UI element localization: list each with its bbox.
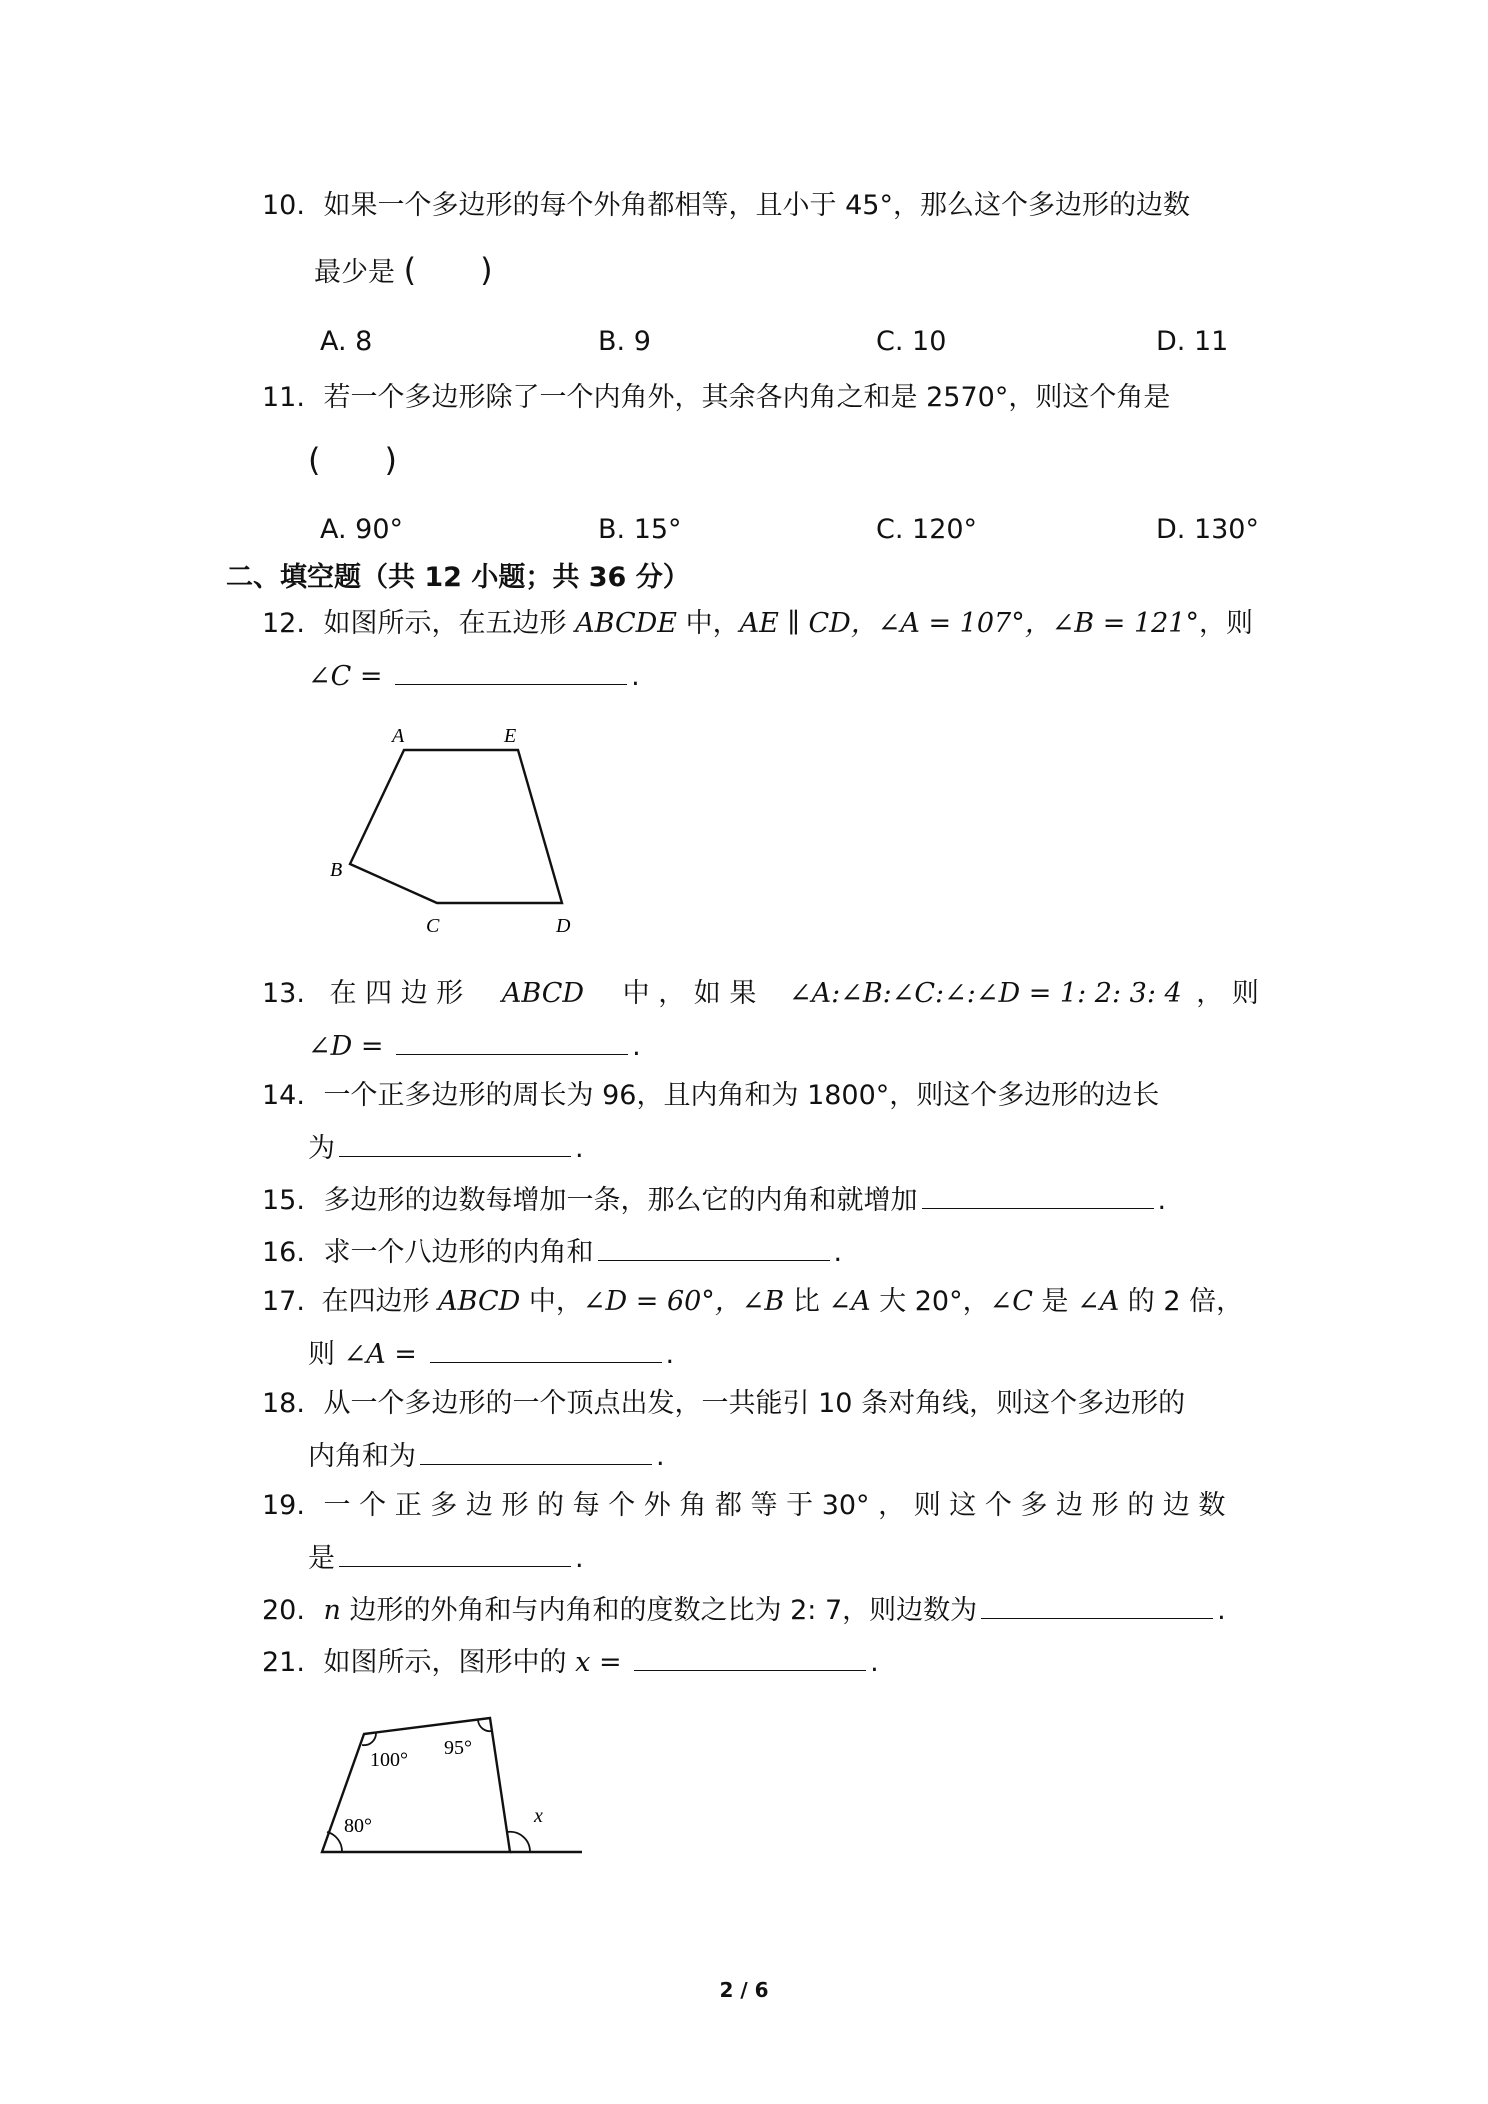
question-text: 边形的外角和与内角和的度数之比为 2: 7，则边数为 xyxy=(340,1595,978,1626)
pentagon-shape xyxy=(350,750,562,903)
question-text: 则 xyxy=(308,1339,344,1370)
answer-blank xyxy=(981,1590,1213,1619)
question-text: 比 xyxy=(784,1286,829,1317)
q13-line1 xyxy=(262,976,1259,1012)
option-a: A. 8 xyxy=(320,326,373,357)
question-number: 17. xyxy=(262,1286,305,1317)
question-number: 14. xyxy=(262,1080,305,1111)
question-text: 如图所示，在五边形 xyxy=(323,608,576,639)
vertex-label-a: A xyxy=(392,725,405,747)
question-number: 15. xyxy=(262,1185,305,1216)
question-text: 如图所示，图形中的 xyxy=(323,1647,576,1678)
answer-blank xyxy=(420,1436,652,1465)
answer-blank xyxy=(598,1232,830,1261)
section-heading: 二、填空题（共 12 小题；共 36 分） xyxy=(226,562,690,593)
question-number: 11. xyxy=(262,382,305,413)
question-text: 中， xyxy=(520,1286,583,1317)
question-number: 18. xyxy=(262,1388,305,1419)
math-expression: ABCDE xyxy=(575,608,677,639)
answer-blank xyxy=(339,1538,571,1567)
period: . xyxy=(665,1339,675,1370)
question-text: 一个正多边形的周长为 96，且内角和为 1800°，则这个多边形的边长 xyxy=(323,1080,1160,1111)
option-d: D. 11 xyxy=(1156,326,1229,357)
q19-line1 xyxy=(262,1488,1225,1524)
q14-line2 xyxy=(308,1128,584,1167)
question-number: 21. xyxy=(262,1647,305,1678)
math-expression: ∠C = xyxy=(308,661,383,692)
math-expression: ∠D = xyxy=(308,1031,384,1062)
q12-line2 xyxy=(308,656,640,695)
angle-label-x: x xyxy=(534,1805,543,1827)
question-text: 一 个 正 多 边 形 的 每 个 外 角 都 等 于 30° ， 则 这 个 多 边 形 的 边 数 xyxy=(323,1490,1226,1521)
period: . xyxy=(656,1441,665,1472)
q12-line1 xyxy=(262,606,1253,642)
q13-line2 xyxy=(308,1026,641,1065)
vertex-label-c: C xyxy=(426,915,440,937)
question-text: 从一个多边形的一个顶点出发，一共能引 10 条对角线，则这个多边形的 xyxy=(323,1388,1186,1419)
q18-line1 xyxy=(262,1386,1185,1422)
question-text: ，则 xyxy=(1198,608,1253,639)
answer-blank xyxy=(396,1026,628,1055)
q10-line2 xyxy=(314,252,493,291)
q21-line1 xyxy=(262,1642,879,1681)
q11-line2 xyxy=(308,442,397,481)
vertex-label-e: E xyxy=(504,725,517,747)
question-text: 中 ， 如 果 xyxy=(622,978,757,1009)
question-text: 若一个多边形除了一个内角外，其余各内角之和是 2570°，则这个角是 xyxy=(323,382,1171,413)
question-text: 中， xyxy=(677,608,740,639)
question-number: 12. xyxy=(262,608,305,639)
question-number: 19. xyxy=(262,1490,305,1521)
option-b: B. 15° xyxy=(598,514,682,545)
question-text: 求一个八边形的内角和 xyxy=(323,1237,594,1268)
answer-blank xyxy=(922,1180,1154,1209)
answer-blank xyxy=(634,1642,866,1671)
page-number: 2 / 6 xyxy=(719,1978,769,2002)
quadrilateral-figure xyxy=(316,1698,588,1864)
option-a: A. 90° xyxy=(320,514,404,545)
option-b: B. 9 xyxy=(598,326,651,357)
question-text: 多边形的边数每增加一条，那么它的内角和就增加 xyxy=(323,1185,918,1216)
q18-line2 xyxy=(308,1436,665,1475)
question-text: 在 四 边 形 xyxy=(329,978,464,1009)
question-number: 16. xyxy=(262,1237,305,1268)
question-text: 大 20°， xyxy=(870,1286,990,1317)
question-text: 在四边形 xyxy=(321,1286,439,1317)
question-number: 10. xyxy=(262,190,305,221)
math-expression: ∠C xyxy=(989,1286,1033,1317)
q17-line1 xyxy=(262,1284,1243,1320)
angle-label-100: 100° xyxy=(370,1749,408,1771)
question-text: 的 2 倍， xyxy=(1119,1286,1244,1317)
math-expression: ABCD xyxy=(438,1286,521,1317)
q16-line1 xyxy=(262,1232,842,1271)
period: . xyxy=(1217,1595,1226,1626)
vertex-label-b: B xyxy=(330,859,343,881)
answer-blank xyxy=(430,1334,662,1363)
question-text: 内角和为 xyxy=(308,1441,416,1472)
question-text: 如果一个多边形的每个外角都相等，且小于 45°，那么这个多边形的边数 xyxy=(323,190,1190,221)
question-text: 是 xyxy=(1032,1286,1078,1317)
angle-label-95: 95° xyxy=(444,1737,472,1759)
period: . xyxy=(632,1031,641,1062)
math-expression: ∠A xyxy=(1077,1286,1120,1317)
answer-blank xyxy=(395,656,627,685)
answer-parentheses: ( ) xyxy=(308,441,397,479)
question-text: 是 xyxy=(308,1543,335,1574)
math-expression: x = xyxy=(575,1647,622,1678)
question-number: 13. xyxy=(262,978,305,1009)
math-expression: ∠A xyxy=(828,1286,871,1317)
math-expression: n xyxy=(323,1595,341,1626)
answer-parentheses: ( ) xyxy=(403,251,493,289)
q17-line2 xyxy=(308,1334,674,1373)
question-text: ， 则 xyxy=(1196,978,1259,1009)
period: . xyxy=(575,1543,584,1574)
period: . xyxy=(575,1133,584,1164)
option-c: C. 10 xyxy=(876,326,947,357)
q19-line2 xyxy=(308,1538,584,1577)
period: . xyxy=(631,661,640,692)
answer-blank xyxy=(339,1128,571,1157)
math-expression: ∠A:∠B:∠C:∠:∠D = 1: 2: 3: 4 xyxy=(788,978,1182,1009)
question-text: 为 xyxy=(308,1133,335,1164)
question-text: 最少是 xyxy=(314,257,395,288)
option-d: D. 130° xyxy=(1156,514,1259,545)
q10-line1 xyxy=(262,188,1190,224)
q20-line1 xyxy=(262,1590,1226,1629)
math-expression: ∠D = 60°，∠B xyxy=(582,1286,785,1317)
q15-line1 xyxy=(262,1180,1166,1219)
q14-line1 xyxy=(262,1078,1159,1114)
period: . xyxy=(1157,1185,1167,1216)
pentagon-figure xyxy=(320,718,590,940)
period: . xyxy=(870,1647,879,1678)
angle-label-80: 80° xyxy=(344,1815,372,1837)
math-expression: ∠A = xyxy=(343,1339,417,1370)
vertex-label-d: D xyxy=(556,915,571,937)
period: . xyxy=(833,1237,843,1268)
question-number: 20. xyxy=(262,1595,305,1626)
math-expression: AE ∥ CD，∠A = 107°，∠B = 121° xyxy=(739,608,1199,639)
math-expression: ABCD xyxy=(501,978,585,1009)
q11-line1 xyxy=(262,380,1170,416)
option-c: C. 120° xyxy=(876,514,978,545)
